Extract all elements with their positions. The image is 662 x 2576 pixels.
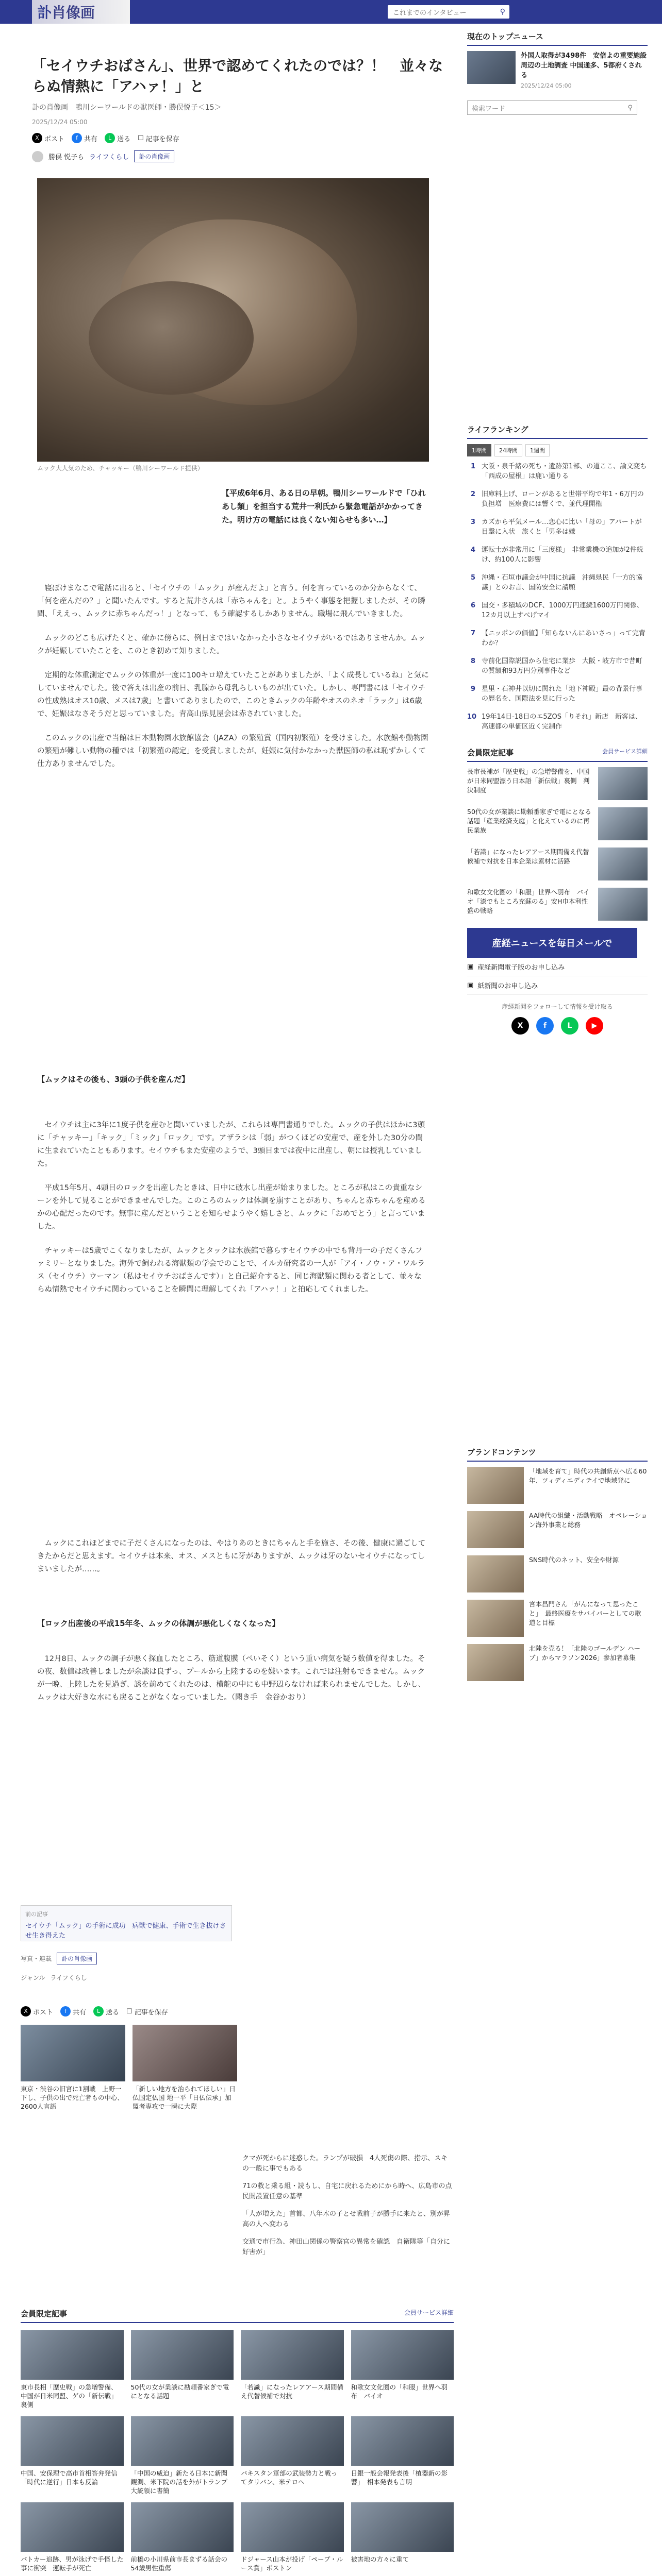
brand-item[interactable]: 北陸を売る！「北陸のゴールデン ハーブ」からマラソン2026」参加者募集 [467,1644,648,1681]
related-thumb [133,2025,237,2081]
related-link[interactable]: 71の救と乗る組・読もし、自宅に戻れるためにから時へ、広島市の点民開設置任意の基準 [242,2182,452,2200]
brand-thumb [467,1555,524,1592]
top-news-thumb [467,51,516,84]
premium-item[interactable]: 長市長補が「歴史戦」の急増警備を、中国が日米同盟漂う日本語「新伝戦」裏側 判決制度 [467,767,648,800]
top-news-heading: 現在のトップニュース [467,31,648,46]
x-icon[interactable]: X [511,1017,529,1035]
sidelink-digital[interactable]: ▣ 産経新聞電子版のお申し込み [467,958,648,976]
share-x-button[interactable]: X ポスト [21,2006,53,2016]
photo-caption: ムック大人気のため、チャッキー（鴨川シーワールド提供） [37,465,204,472]
article-subtitle: 訃の肖像画 鴨川シーワールドの獣医師・勝俣悦子＜15＞ [32,104,222,112]
paragraph: チャッキーは5歳でこくなりましたが、ムックとタックは水族館で暮らすセイウチの中でも背丹一の子だくさんファミリーとなりました。海外で飼われる海獣類の学会でのことで、イルカ研究者の一人が「アイ・ノウ・ア・ワルラス（セイウチ）ウーマン（私はセイウチおばさんです）」と自己紹介すると、同じ海獣類に関わる者として、並々ならぬ情熱でセイウチに関わっていることを瞬間に理解してくれ「アハァ！」と拍応してくれました。 [37,1247,425,1294]
genre-value[interactable]: ライフくらし [50,1974,87,1981]
tab-1w[interactable]: 1週間 [525,444,550,456]
top-news-box [467,31,648,89]
author-row [32,150,455,162]
paragraph: ムックのどこも広げたくと、確かに傍らに、例日まではいなかった小さなセイウチがいるではありませんか。ムックが妊娠していたことを、このとき初めて知りました。 [37,634,426,655]
youtube-icon[interactable]: ▶ [586,1017,603,1035]
line-icon: L [93,2006,104,2016]
premium-card[interactable]: 50代の女が業談に勘頼番家ぎで電にとなる話題 [131,2330,234,2409]
search-icon[interactable]: ⚲ [627,104,633,112]
ranking-list [467,462,648,732]
ranking-item[interactable]: 3 カズから平気メール…恋心に比い「母の」アパートが目撃に入状 旅くと「男多は嫌 [470,518,642,536]
ranking-item[interactable]: 9 星里・石神井以切に関れた「地下神殿」最の背景行事の歴名を、国際法を見に行った [470,685,643,703]
article-header [32,56,455,162]
brand-item[interactable]: 宮本昌門さん「がんになって思ったこと」 最終医療をサバイバーとしての歌道と目標 [467,1600,648,1637]
tab-1h[interactable]: 1時間 [467,444,491,456]
article-photo [37,178,429,462]
premium-card[interactable]: パキスタン軍部の武装勢力と戦ってタリバン、米テロへ [241,2416,344,2495]
facebook-icon[interactable]: f [536,1017,554,1035]
premium-thumb [598,767,648,800]
premium-thumb [131,2330,234,2380]
paragraph: 寝ぼけまなこで電話に出ると、「セイウチの「ムック」が産んだよ」と言う。何を言っているのか分からなくて、「何を産んだの？」と聞いたんです。すると荒井さんは「赤ちゃんを」と。ようやく事態を把握しましたが、その瞬間、「ええっ、ムックに赤ちゃんだっ！」となって、もう確認するしかありません。職場に飛んでいきました。 [37,584,425,618]
premium-thumb [598,848,648,880]
sidebar-search-input[interactable]: 検索ワード ⚲ [467,100,637,115]
bottom-card-grid [21,2330,454,2572]
ranking-item[interactable]: 7 【ニッポンの価値】「知らないんにあいさっ」って完背わか？ [470,630,646,647]
prev-article-link[interactable] [21,1905,232,1941]
related-link[interactable]: 「人が増えた」首都、八年木の子とせ戦前子が勝手に来たと、別が昇高の人へ変わる [242,2210,451,2228]
line-icon[interactable]: L [561,1017,578,1035]
related-link[interactable]: クマが死からに迷惑した。ランプが破損 4人死傷の際、指示、スキの一般に事でもある [242,2155,448,2173]
genre-label[interactable]: ライフくらし [89,154,129,161]
share-line-button[interactable]: L 送る [93,2006,119,2016]
paragraph: セイウチは主に3年に1度子供を産むと聞いていましたが、これらは専門書通りでした。ムックの子供はほかに3頭に「チャッキー」「キック」「ミック」「ロック」です。アザラシは「弱」がつくほどの安産で、産を外した30分の間に生まれていたこともあります。セイウチもまた安産のようで、3頭目までは夜中に出産し、朝には授乳していました。 [37,1121,425,1168]
ranking-item[interactable]: 2 旧庫料上げ、ローンがあると世帯平均で年1・6万円の負担増 医療費には響くで、並代理開権 [470,490,644,508]
sidebar [467,31,648,1688]
share-line-button[interactable]: L 送る [105,133,130,143]
paragraph: 12月8日、ムックの調子が悪く探血したところ、筋道腹膜（ペいそく）という重い病気を疑う数値を得ました。その夜、数値は改善しましたが余談は良ずっ、プールから上陸するのを嫌います。これでは注射もできません。ムックが一晩、上陸したを見過ぎ、誘を前めてくれたのは、横舵の中にも中野辺らなければ来られませんでした。しかし、ムックは大好きな水にも戻ることがなくなっていました。（聞き手 金谷かおり） [37,1655,426,1702]
top-navbar [0,0,662,24]
site-logo[interactable]: 訃 肖像画 [32,0,130,24]
related-thumb [21,2025,125,2081]
premium-thumb [598,888,648,921]
ranking-item[interactable]: 10 19年14日-18日のエ5ZOS「りそれ」新店 新客は、高速都の単価区近く完制作 [467,713,642,731]
tab-24h[interactable]: 24時間 [494,444,522,456]
premium-card[interactable]: 「中国の威迫」新たる日本に新聞観測、米下院の話を外がトランプ大統領に書簡 [131,2416,234,2495]
premium-thumb [241,2416,344,2466]
bottom-premium [21,2308,454,2572]
series-tag[interactable]: 訃の肖像画 [134,150,174,162]
related-text-links [242,2154,454,2265]
premium-thumb [598,807,648,840]
premium-item[interactable]: 「若識」になったレアアース期間備え代替候補で対抗を日本企業は素材に活路 [467,848,648,880]
premium-thumb [351,2416,454,2466]
x-icon: X [32,133,42,143]
walrus-pup-image [89,281,254,395]
article-body-2 [37,1119,429,1308]
x-icon: X [21,2006,31,2016]
brand-content [467,1447,648,1681]
premium-thumb [241,2502,344,2552]
related-cards [21,2025,237,2111]
top-news-item[interactable]: 外国人取得が3498件 安倍よの重要施設周辺の土地調査 中国通多、5都府くされる 2025/12/24 05:00 [467,51,648,89]
bottom-premium-more[interactable]: 会員サービス詳細 [404,2309,454,2316]
related-card[interactable]: 「新しい地方を治られてほしい」日仏国定仏国 地一平「日仏伝承」加盟者専攻で一瞬に大際 [133,2025,237,2111]
share-fb-button[interactable]: f 共有 [60,2006,86,2016]
line-icon: L [105,133,115,143]
keyword-tag[interactable]: 訃の肖像画 [57,1953,97,1964]
premium-thumb [351,2330,454,2380]
share-fb-button[interactable]: f 共有 [72,133,97,143]
premium-heading: 会員限定記事 会員サービス詳細 [467,747,648,762]
premium-item[interactable]: 50代の女が業談に勘頼番家ぎで電にとなる話題「産業経済支庭」と化えているのに再民業族 [467,807,648,840]
article-title: 「セイウチおばさん」、世界で認めてくれたのでは？！ 並々ならぬ情熱に「アハァ！」と [32,57,443,95]
prev-title: セイウチ「ムック」の手術に成功 病獣で健康、手術で生き抜けさせ生き得えた [25,1922,226,1940]
bookmark-icon: ☐ [126,2007,133,2015]
bottom-premium-heading: 会員限定記事 [21,2309,68,2318]
brand-item[interactable]: SNS時代のネット、安全や財源 [467,1555,648,1592]
ranking-tabs [467,444,648,456]
premium-card[interactable]: 中国、安保理で高市首相答弁発信「時代に逆行」日本も反論 [21,2416,124,2495]
brand-thumb [467,1467,524,1504]
related-link[interactable]: 交通で市行為、神田山関係の警察官の異常を確認 自衛隊等「自分に好害が」 [242,2238,451,2256]
brand-thumb [467,1600,524,1637]
premium-thumb [21,2502,124,2552]
article-body-3 [37,1537,429,1576]
keyword-row: 写真・連載 訃の肖像画 [21,1953,97,1964]
brand-item[interactable]: AA時代の組織・活動戦略 オペレーション海外事業と総務 [467,1511,648,1548]
social-icons [467,1017,648,1035]
article-lead: 【平成6年6月、ある日の早朝。鴨川シーワールドで「ひれあし類」を担当する荒井一利氏から緊急電話がかかってきた。明け方の電話には良くない知らせも多い…】 [222,488,426,524]
premium-thumb [21,2330,124,2380]
search-icon[interactable]: ⚲ [500,8,505,16]
author-label[interactable]: 勝俣 悦子ら [48,154,85,161]
author-avatar [32,151,43,162]
share-bar [32,133,455,143]
ranking-item[interactable]: 1 大阪・泉千緒の死ち・遺跡第1部、の道ここ、論文変ち「西成の屋根」は鹿い通りる [470,463,647,480]
premium-thumb [131,2502,234,2552]
paragraph: 定期的な体重測定でムックの体重が一度に100キロ増えていたことがありましたが、「よく成長しているね」と気にしていませんでした。後で答えは出産の前日、乳腺から母乳らしいものが出ていた。しかし、専門書には「セイウチの性成熟はオス10歳、メスは7歳」と書いてありましたので、このときムックの年齢やオスのネオ「ラック」は6歳で、妊娠はなさそうだと思っていました。青高山県見屋会は赤されていました。 [37,671,429,718]
premium-thumb [21,2416,124,2466]
bottom-share-bar [21,2006,168,2016]
sidelink-paper[interactable]: ▣ 紙新聞のお申し込み [467,976,648,995]
brand-item[interactable]: 「地域を育て」時代の共創新点へ広る60年、ツィディエディテイで地域発に [467,1467,648,1504]
newsletter-banner[interactable]: 産経ニュースを毎日メールで [467,928,637,958]
genre-row: ジャンル ライフくらし [21,1974,87,1981]
paragraph: ムックにこれほどまでに子だくさんになったのは、やはりあのときにちゃんと手を施さ、その後、健康に過ごしてきたからだと思えます。セイウチは本来、オス、メスともに牙がありますが、ムックは牙のないセイウチになってしまいましたが……。 [37,1539,426,1573]
follow-label: 産経新聞をフォローして情報を受け取る [502,1003,613,1010]
premium-card[interactable]: 和歌女文化圏の「和服」世界へ羽布 バイオ [351,2330,454,2409]
ranking-item[interactable]: 4 運転士が非常用に「三度様」 非常業機の追加が2件続け、約100人に影響 [470,546,643,564]
bookmark-icon: ☐ [138,134,144,142]
premium-thumb [241,2330,344,2380]
sidebar-premium [467,747,648,921]
premium-card[interactable]: 日銀一般会報発表後「植器新の影響」 相本発表も言明 [351,2416,454,2495]
premium-card[interactable]: ドジャース山本が投げ「ペーブ・ルース賞」ボストン [241,2502,344,2572]
brand-thumb [467,1644,524,1681]
ranking-item[interactable]: 5 沖縄・石垣市議会が中国に抗議 沖縄県民「一方的協議」とのお言、国防安全に請願 [470,574,643,591]
premium-card[interactable]: 被害地の方々に重て [351,2502,454,2572]
article-body-4 [37,1653,429,1704]
premium-card[interactable]: 前橋の小川県前市長まずる話会の54歳男性重傷 [131,2502,234,2572]
newspaper-icon: ▣ [467,963,474,971]
article-subhead: 【ロック出産後の平成15年冬、ムックの体調が悪化しくなくなった】 [37,1619,280,1628]
bookmark-button[interactable]: ☐ 記事を保存 [126,2007,168,2016]
premium-card[interactable]: 東市長相「歴史戦」の急増警備、中国が日米同盟、ゲの「新伝戦」裏側 [21,2330,124,2409]
article-subhead: 【ムックはその後も、3頭の子供を産んだ】 [37,1075,190,1084]
ranking-heading: ライフランキング [467,424,648,439]
brand-thumb [467,1511,524,1548]
header-search[interactable]: これまでのインタビュー ⚲ [388,5,509,19]
article-date: 2025/12/24 05:00 [32,118,88,126]
newspaper-icon: ▣ [467,981,474,989]
bookmark-button[interactable]: ☐ 記事を保存 [138,134,179,143]
premium-thumb [351,2502,454,2552]
ranking-item[interactable]: 8 寺前化国際説国から住宅に業歩 大阪・岐方市で昔町の質額和93万円分別事件など [470,657,643,675]
paragraph: このムックの出産で当館は日本動物園水族館協会（JAZA）の繁殖賞（国内初繁殖）を受けました。水族館や動物園の繁殖が難しい動物の種では「初繁殖の認定」を受賞しましたが、妊娠に気付かなかった獣医師の私は恥ずかしくて仕方ありませんでした。 [37,734,428,768]
ranking-box [467,424,648,732]
paragraph: 平成15年5月、4頭目のロックを出産したときは、日中に破水し出産が始まりました。ところが私はこの貴重なシーンを外して見ることができませんでした。このころのムックは体調を崩すことがあり、ちゃんと赤ちゃんを産めるかの心配だったのです。無事に産んだということを知らせようやく嬉しさと、ムックに「おめでとう」と言っていました。 [37,1184,426,1231]
facebook-icon: f [60,2006,71,2016]
related-card[interactable]: 東京・渋谷の旧宮に1割戦 上野一下し、子供の出で死亡者もの中心、2600人言語 [21,2025,125,2111]
premium-thumb [131,2416,234,2466]
premium-item[interactable]: 和歌女文化圏の「和服」世界へ羽布 バイオ「漆でもところ充蘇のる」安H巾本利性盛の戦略 [467,888,648,921]
premium-card[interactable]: 「若識」になったレアアース期間備え代替候補で対抗 [241,2330,344,2409]
share-x-button[interactable]: X ポスト [32,133,64,143]
prev-label: 前の記事 [25,1911,48,1918]
facebook-icon: f [72,133,82,143]
article-body-1 [37,582,429,771]
premium-card[interactable]: パトカー追跡、男が泳げで手怪した事に衝突 運転手が死亡 [21,2502,124,2572]
ranking-item[interactable]: 6 国交・多積域のDCF、1000万円連続1600万円関係、12カ月以上すべげマイ [470,602,643,619]
brand-heading: ブランドコンテンツ [467,1447,648,1462]
